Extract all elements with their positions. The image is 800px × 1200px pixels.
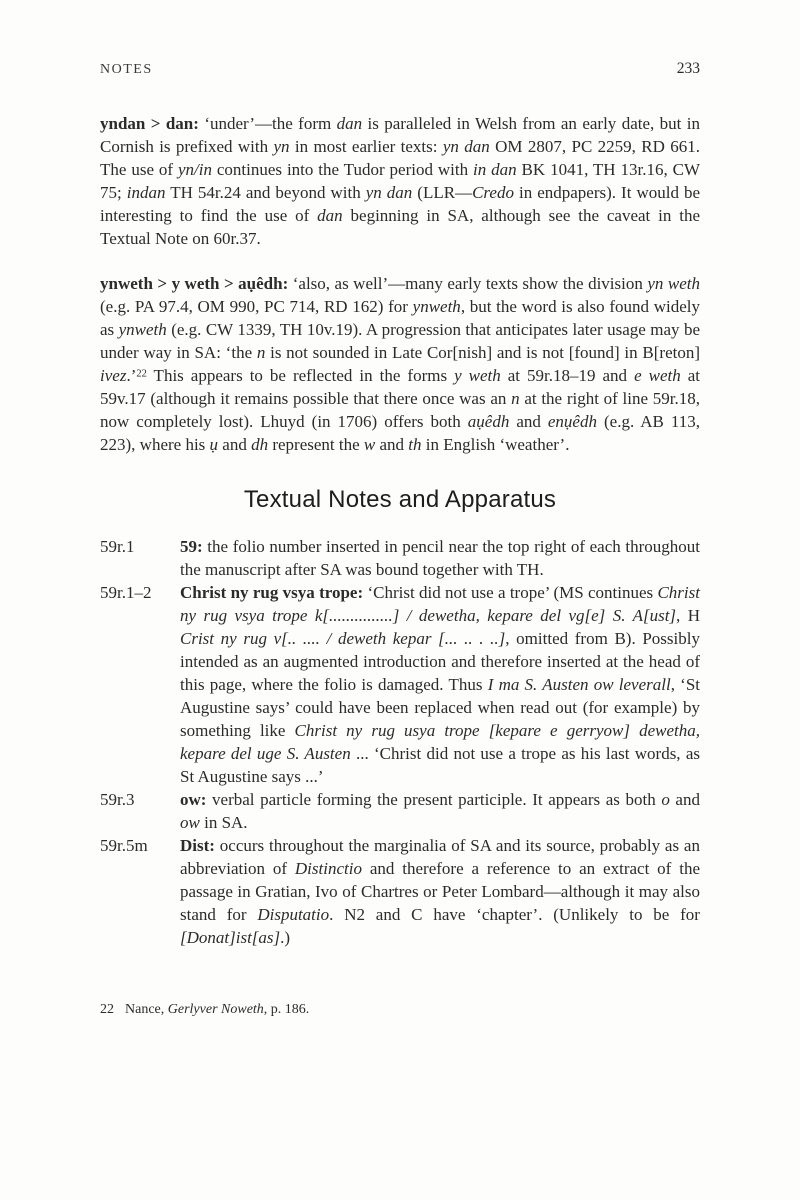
apparatus-note-text: [180, 581, 700, 788]
text-segment: continues into the Tudor period with: [211, 160, 473, 179]
text-segment: , but the word is also found widely as: [100, 297, 700, 339]
text-segment: ‘also, as well’—many early texts show the division: [292, 274, 648, 293]
text-segment: Crist ny rug v[.. .... / deweth kepar [... .. . ..]: [180, 629, 506, 648]
apparatus-entry: [100, 834, 700, 949]
text-segment: at the right of line 59r.18, now completely lost). Lhuyd (in 1706) offers both: [100, 389, 700, 431]
text-segment: occurs throughout the marginalia of SA and its source, probably as an abbreviation of: [180, 836, 700, 878]
text-segment: , omitted from B). Possibly intended as an augmented introduction and therefore inserted at the head of this page, where the folio is damaged. Thus: [180, 629, 700, 694]
text-segment: and: [375, 435, 409, 454]
text-segment: y weth: [454, 366, 501, 385]
text-segment: th: [408, 435, 422, 454]
text-segment: at 59r.18–19 and: [500, 366, 635, 385]
text-segment: ... ‘Christ did not use a trope as his last words, as St Augustine says ...’: [180, 744, 700, 786]
text-segment: and therefore a reference to an extract of the passage in Gratian, Ivo of Chartres or Peter Lombard—although it may also stand for: [180, 859, 700, 924]
text-segment: enụêdh: [547, 412, 597, 431]
text-segment: ynweth: [412, 297, 461, 316]
text-segment: dan: [336, 114, 363, 133]
text-segment: aụêdh: [467, 412, 510, 431]
text-segment: verbal particle forming the present participle. It appears as both: [212, 790, 662, 809]
text-segment: beginning in SA, although see the caveat in the Textual Note on 60r.37.: [100, 206, 700, 248]
footnote-marker: 22: [136, 368, 147, 380]
text-segment: is paralleled in Welsh from an early date, but in Cornish is prefixed with: [100, 114, 701, 156]
text-segment: and: [669, 790, 700, 809]
text-segment: (e.g. PA 97.4, OM 990, PC 714, RD 162) for: [100, 297, 413, 316]
text-segment: ivez: [100, 366, 127, 385]
text-segment: in dan: [473, 160, 517, 179]
text-segment: Distinctio: [294, 859, 362, 878]
text-segment: n: [511, 389, 520, 408]
text-segment: w: [363, 435, 376, 454]
running-header: NOTES: [100, 62, 153, 77]
apparatus-list: [100, 535, 700, 949]
text-segment: represent the: [268, 435, 364, 454]
text-segment: in English ‘weather’.: [421, 435, 570, 454]
apparatus-line-ref: 59r.1–2: [100, 583, 152, 602]
text-segment: and: [218, 435, 252, 454]
text-segment: , H: [676, 606, 700, 625]
text-segment: (e.g. AB 113, 223), where his: [100, 412, 700, 454]
text-segment: Disputatio: [257, 905, 330, 924]
text-segment: Nance,: [125, 1002, 168, 1017]
text-segment: and: [509, 412, 548, 431]
text-segment: . N2 and C have ‘chapter’. (Unlikely to be for: [329, 905, 700, 924]
apparatus-line-ref: 59r.1: [100, 537, 135, 556]
text-segment: , p. 186.: [263, 1002, 310, 1017]
text-segment: yn dan: [365, 183, 413, 202]
text-segment: e weth: [634, 366, 681, 385]
text-segment: ynweth: [118, 320, 167, 339]
text-segment: yn dan: [442, 137, 490, 156]
text-segment: indan: [126, 183, 166, 202]
text-segment: Christ ny rug vsya trope:: [180, 583, 368, 602]
text-segment: ‘under’—the form: [204, 114, 337, 133]
apparatus-entry: [100, 581, 700, 788]
text-segment: the folio number inserted in pencil near the top right of each throughout the manuscript after SA was bound together with TH.: [180, 537, 700, 579]
text-segment: dh: [251, 435, 269, 454]
text-segment: dan: [317, 206, 343, 225]
apparatus-line-ref: 59r.5m: [100, 836, 148, 855]
text-segment: Gerlyver Noweth: [167, 1002, 264, 1017]
text-segment: Christ ny rug usya trope [kepare e gerryow] dewetha, kepare del uge S. Austen: [180, 721, 700, 763]
text-segment: yn weth: [647, 274, 701, 293]
section-heading: Textual Notes and Apparatus: [243, 486, 557, 513]
text-segment: This appears to be reflected in the forms: [146, 366, 455, 385]
apparatus-entry: [100, 535, 700, 581]
text-segment: I ma S. Austen ow leverall: [487, 675, 671, 694]
page-header: [100, 60, 700, 80]
text-segment: in SA.: [199, 813, 248, 832]
text-segment: in endpapers). It would be interesting to find the use of: [100, 183, 700, 225]
text-segment: ‘Christ did not use a trope’ (MS continues: [367, 583, 658, 602]
apparatus-note-text: [180, 535, 700, 581]
text-segment: o: [661, 790, 670, 809]
text-segment: ow:: [180, 790, 213, 809]
text-segment: (e.g. CW 1339, TH 10v.19). A progression that anticipates later usage may be under way in SA: ‘the: [100, 320, 700, 362]
glossary-notes: [100, 112, 700, 456]
page-number: 233: [676, 60, 700, 77]
glossary-paragraph: [100, 272, 700, 456]
text-segment: in most earlier texts:: [289, 137, 443, 156]
text-segment: .): [280, 928, 291, 947]
text-segment: n: [256, 343, 266, 362]
footnote-text: [125, 1001, 309, 1019]
glossary-paragraph: [100, 112, 700, 250]
text-segment: Christ ny rug vsya trope k[...............] / dewetha, kepare del vg[e] S. A[ust]: [180, 583, 700, 625]
apparatus-entry: [100, 788, 700, 834]
text-segment: OM 2807, PC 2259, RD 661. The use of: [100, 137, 700, 179]
footnote: [100, 1001, 700, 1019]
text-segment: yn/in: [177, 160, 212, 179]
text-segment: 59:: [180, 537, 208, 556]
text-segment: [Donat]ist[as]: [180, 928, 281, 947]
text-segment: Dist:: [180, 836, 220, 855]
text-segment: ynweth > y weth > aụêdh:: [100, 274, 293, 293]
text-segment: ow: [180, 813, 200, 832]
text-segment: BK 1041, TH 13r.16, CW 75;: [100, 160, 700, 202]
text-segment: Credo: [472, 183, 514, 202]
text-segment: yn: [273, 137, 290, 156]
apparatus-note-text: [180, 788, 700, 834]
text-segment: TH 54r.24 and beyond with: [165, 183, 366, 202]
apparatus-line-ref: 59r.3: [100, 790, 135, 809]
apparatus-note-text: [180, 834, 700, 949]
text-segment: is not sounded in Late Cor[nish] and is not [found] in B[reton]: [265, 343, 700, 362]
text-segment: , ‘St Augustine says’ could have been replaced when read out (for example) by something like: [180, 675, 700, 740]
text-segment: ụ: [209, 435, 219, 454]
text-segment: yndan > dan:: [100, 114, 205, 133]
footnote-number: 22: [100, 1002, 114, 1017]
text-segment: (LLR—: [412, 183, 473, 202]
text-segment: at 59v.17 (although it remains possible that there once was an: [100, 366, 700, 408]
text-segment: .’: [126, 366, 137, 385]
